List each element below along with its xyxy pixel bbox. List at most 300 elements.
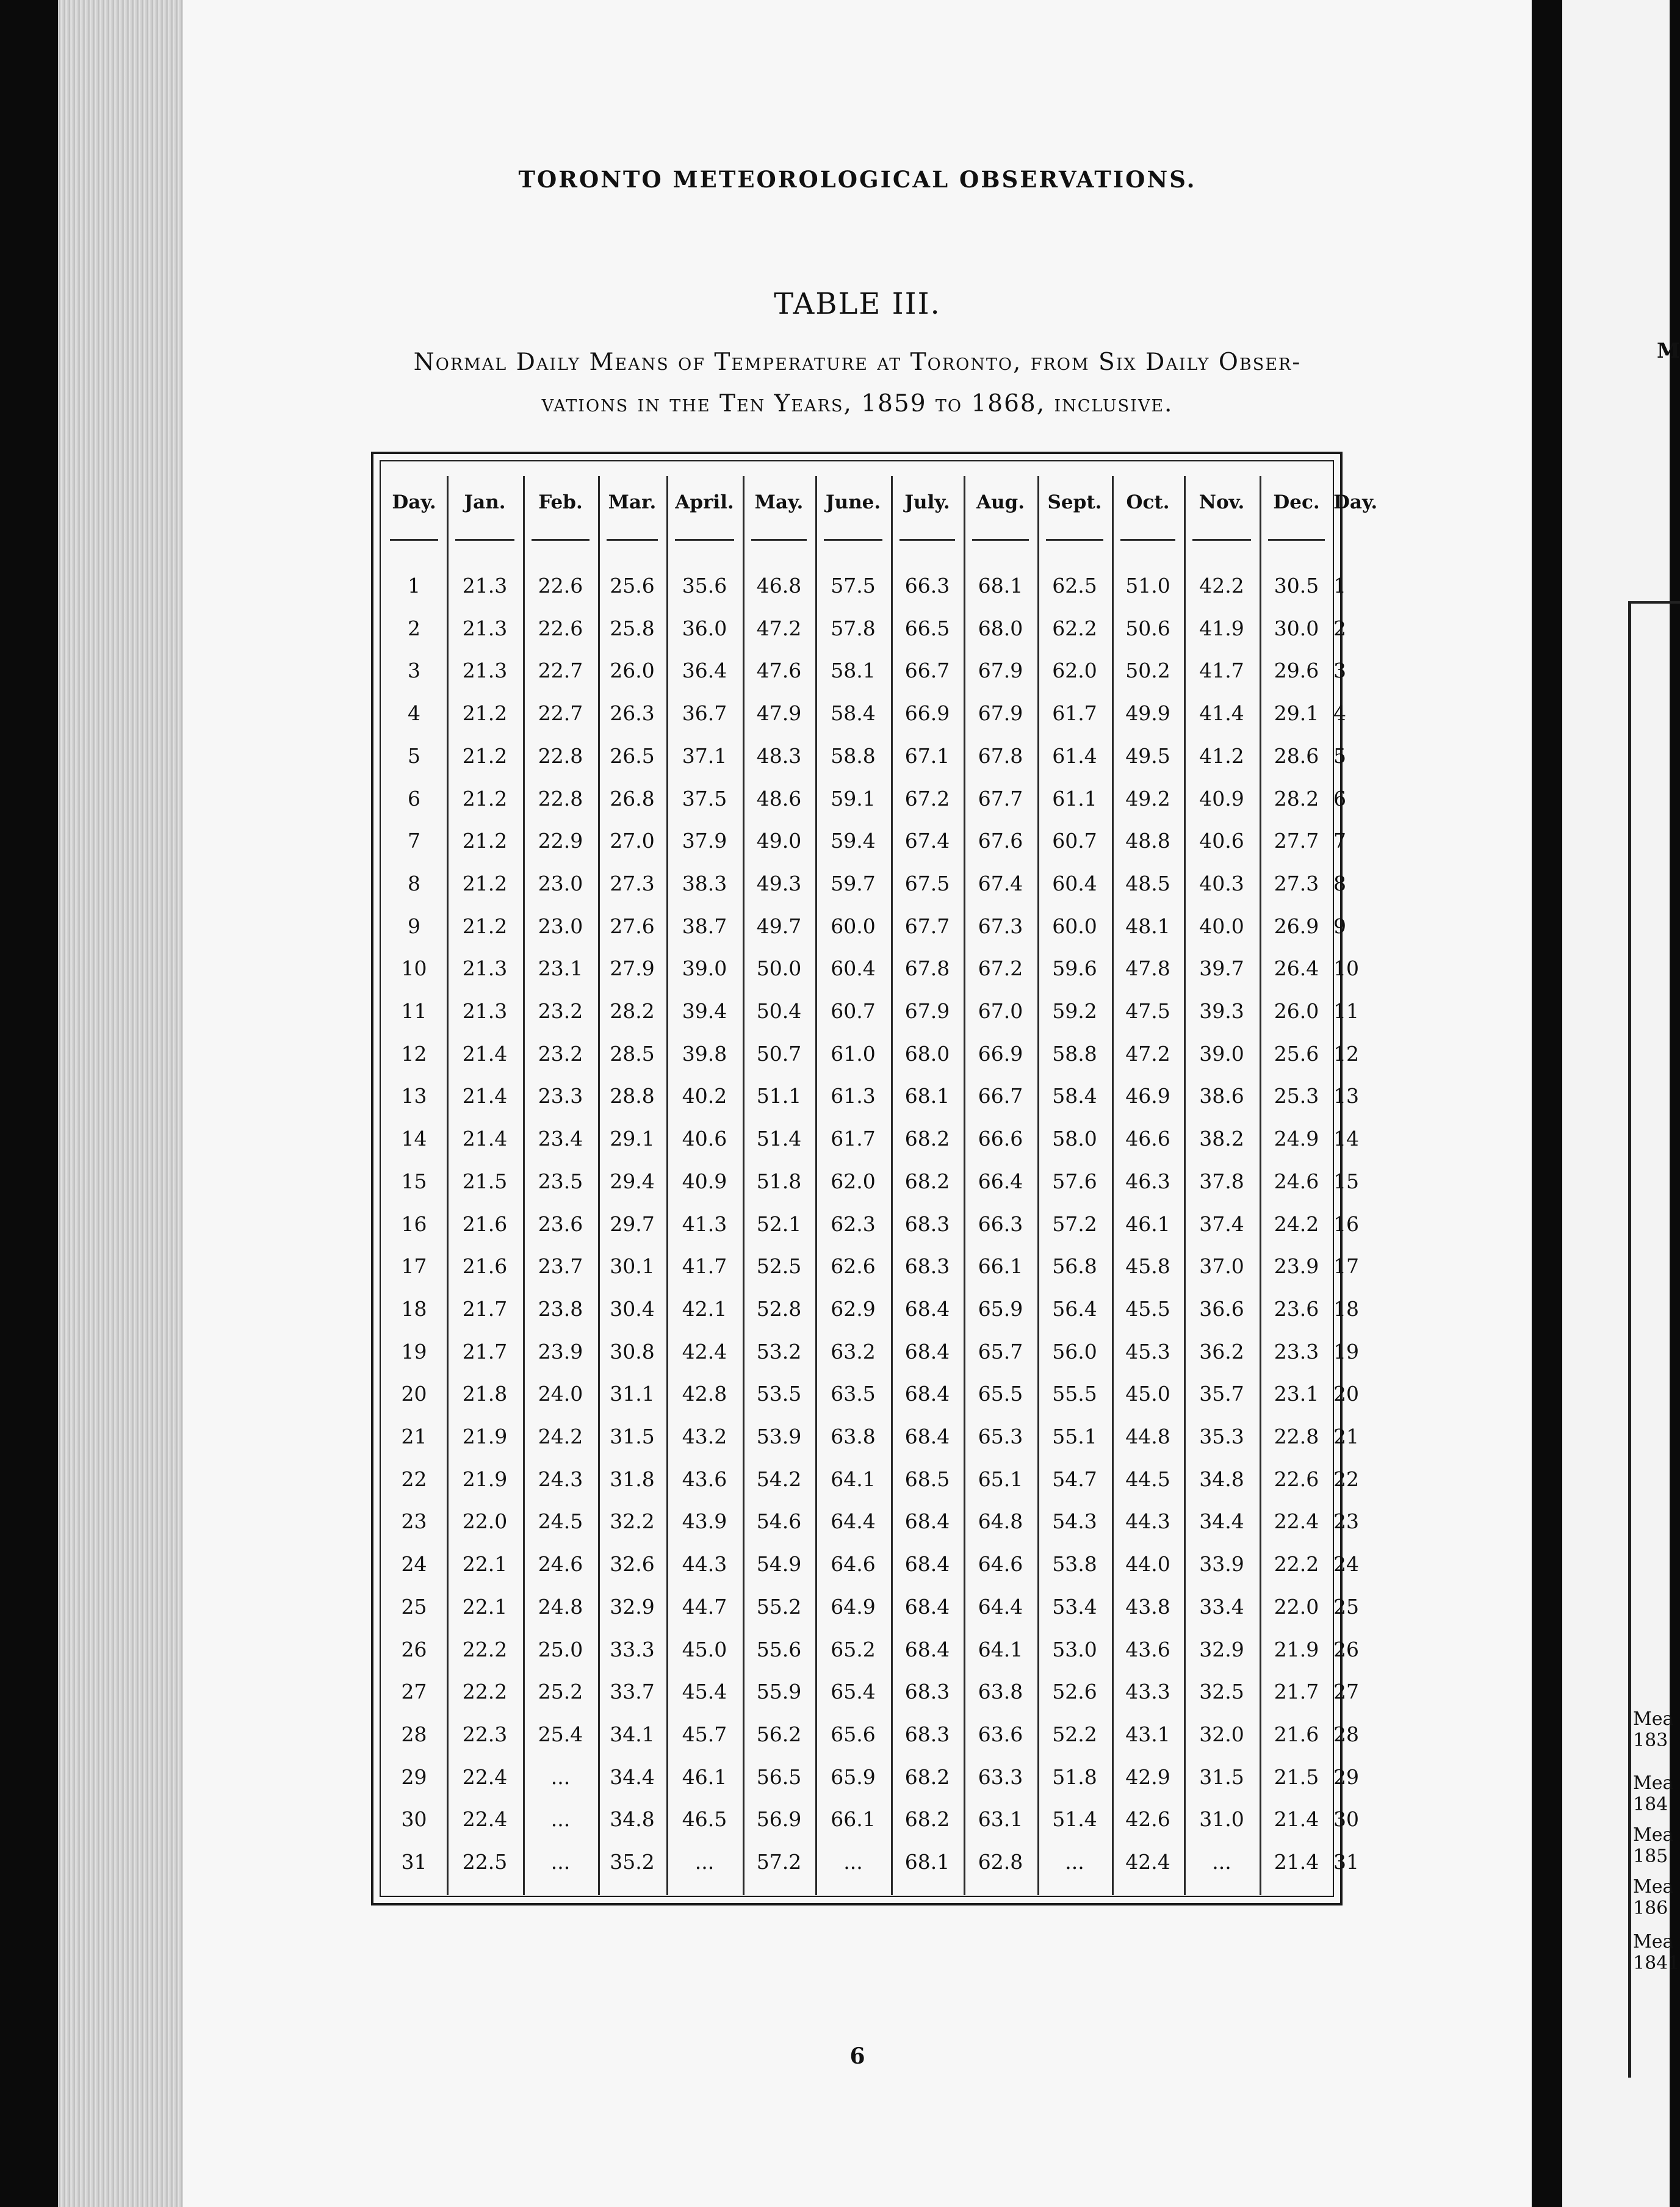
adjacent-page-header-fragment: M xyxy=(1657,339,1680,363)
temperature-cell: 31.1 xyxy=(610,1382,655,1406)
temperature-cell: 24.8 xyxy=(538,1595,583,1619)
temperature-cell: 58.8 xyxy=(831,744,876,768)
temperature-cell: 68.0 xyxy=(978,616,1023,640)
temperature-cell: 32.9 xyxy=(610,1595,655,1619)
temperature-cell: 58.4 xyxy=(1052,1084,1097,1108)
caption-line-2: vations in the Ten Years, 1859 to 1868, inclusive. xyxy=(541,390,1173,417)
temperature-cell: 38.3 xyxy=(682,872,727,895)
temperature-cell: 23.2 xyxy=(538,1042,583,1066)
header-underline xyxy=(1120,539,1175,541)
temperature-cell: 23.0 xyxy=(538,872,583,895)
temperature-cell: 59.7 xyxy=(831,872,876,895)
temperature-cell: 67.9 xyxy=(978,659,1023,682)
temperature-cell: 23.5 xyxy=(538,1169,583,1193)
column-header: Nov. xyxy=(1199,491,1245,513)
temperature-cell: 49.2 xyxy=(1125,787,1170,811)
temperature-cell: 36.2 xyxy=(1199,1340,1244,1364)
day-cell: 11 xyxy=(401,999,427,1023)
temperature-cell: 63.5 xyxy=(831,1382,876,1406)
temperature-cell: 62.8 xyxy=(978,1850,1023,1874)
temperature-cell: 60.4 xyxy=(831,956,876,980)
temperature-cell: 23.9 xyxy=(1274,1254,1319,1278)
day-cell: 27 xyxy=(401,1680,427,1703)
temperature-cell: 40.9 xyxy=(682,1169,727,1193)
temperature-cell: 67.1 xyxy=(904,744,950,768)
temperature-cell: 60.0 xyxy=(1052,914,1097,938)
temperature-cell: 66.1 xyxy=(831,1807,876,1831)
temperature-cell: 27.0 xyxy=(610,829,655,853)
day-cell: 10 xyxy=(1333,956,1359,980)
temperature-cell: 60.4 xyxy=(1052,872,1097,895)
day-cell: 9 xyxy=(408,914,420,938)
temperature-cell: 46.3 xyxy=(1125,1169,1170,1193)
temperature-cell: 67.8 xyxy=(978,744,1023,768)
temperature-cell: 21.3 xyxy=(462,659,508,682)
day-cell: 1 xyxy=(408,574,420,598)
temperature-cell: 67.3 xyxy=(978,914,1023,938)
temperature-cell: 67.9 xyxy=(904,999,950,1023)
temperature-cell: 37.9 xyxy=(682,829,727,853)
temperature-cell: 36.6 xyxy=(1199,1297,1244,1321)
temperature-cell: 27.7 xyxy=(1274,829,1319,853)
temperature-cell: ... xyxy=(550,1807,571,1831)
temperature-cell: 55.1 xyxy=(1052,1425,1097,1448)
temperature-cell: 68.4 xyxy=(904,1425,950,1448)
temperature-cell: 33.9 xyxy=(1199,1552,1244,1576)
temperature-cell: 68.3 xyxy=(904,1212,950,1236)
day-cell: 3 xyxy=(408,659,420,682)
temperature-cell: 21.4 xyxy=(462,1042,508,1066)
day-cell: 27 xyxy=(1333,1680,1359,1703)
temperature-cell: 53.0 xyxy=(1052,1638,1097,1661)
temperature-cell: 67.4 xyxy=(978,872,1023,895)
temperature-cell: 21.4 xyxy=(462,1127,508,1150)
temperature-cell: 43.8 xyxy=(1125,1595,1170,1619)
temperature-cell: 48.5 xyxy=(1125,872,1170,895)
temperature-cell: 41.7 xyxy=(1199,659,1244,682)
temperature-cell: 50.6 xyxy=(1125,616,1170,640)
adjacent-page-text-fragment: Mea xyxy=(1633,1708,1674,1730)
temperature-cell: 45.4 xyxy=(682,1680,727,1703)
column-header: June. xyxy=(825,491,881,513)
temperature-cell: 51.8 xyxy=(1052,1765,1097,1789)
temperature-cell: 50.4 xyxy=(756,999,802,1023)
temperature-cell: 64.1 xyxy=(978,1638,1023,1661)
temperature-cell: 49.7 xyxy=(756,914,802,938)
temperature-cell: 67.4 xyxy=(904,829,950,853)
temperature-cell: 50.0 xyxy=(756,956,802,980)
temperature-cell: 21.4 xyxy=(462,1084,508,1108)
temperature-cell: 43.9 xyxy=(682,1509,727,1533)
temperature-cell: 21.2 xyxy=(462,787,508,811)
day-cell: 21 xyxy=(401,1425,427,1448)
column-header: May. xyxy=(754,491,804,513)
temperature-cell: 66.4 xyxy=(978,1169,1023,1193)
temperature-cell: 25.2 xyxy=(538,1680,583,1703)
day-cell: 22 xyxy=(401,1467,427,1491)
day-cell: 24 xyxy=(401,1552,427,1576)
temperature-cell: 27.3 xyxy=(610,872,655,895)
temperature-cell: 32.5 xyxy=(1199,1680,1244,1703)
temperature-cell: 22.7 xyxy=(538,659,583,682)
temperature-cell: 27.6 xyxy=(610,914,655,938)
temperature-cell: 22.2 xyxy=(462,1680,508,1703)
temperature-cell: 49.3 xyxy=(756,872,802,895)
day-cell: 4 xyxy=(408,701,420,725)
temperature-cell: 36.4 xyxy=(682,659,727,682)
temperature-cell: 68.5 xyxy=(904,1467,950,1491)
temperature-cell: 37.8 xyxy=(1199,1169,1244,1193)
temperature-cell: 47.9 xyxy=(756,701,802,725)
adjacent-page-text-fragment: Mea xyxy=(1633,1931,1674,1952)
column-header: Dec. xyxy=(1273,491,1320,513)
temperature-cell: 21.5 xyxy=(462,1169,508,1193)
temperature-cell: 40.9 xyxy=(1199,787,1244,811)
header-underline xyxy=(675,539,734,541)
temperature-cell: ... xyxy=(843,1850,863,1874)
temperature-cell: 36.7 xyxy=(682,701,727,725)
temperature-cell: 59.2 xyxy=(1052,999,1097,1023)
temperature-cell: 45.0 xyxy=(682,1638,727,1661)
table-caption xyxy=(354,342,1361,425)
temperature-cell: 46.8 xyxy=(756,574,802,598)
day-cell: 4 xyxy=(1333,701,1346,725)
header-underline xyxy=(1192,539,1251,541)
temperature-cell: 48.6 xyxy=(756,787,802,811)
temperature-cell: 42.9 xyxy=(1125,1765,1170,1789)
temperature-cell: 54.6 xyxy=(756,1509,802,1533)
day-cell: 16 xyxy=(401,1212,427,1236)
temperature-cell: 27.3 xyxy=(1274,872,1319,895)
day-cell: 19 xyxy=(1333,1340,1359,1364)
adjacent-page xyxy=(1562,0,1680,2207)
day-cell: 7 xyxy=(1333,829,1346,853)
temperature-cell: 22.2 xyxy=(462,1638,508,1661)
header-underline xyxy=(455,539,514,541)
temperature-cell: 39.7 xyxy=(1199,956,1244,980)
temperature-cell: 68.3 xyxy=(904,1722,950,1746)
temperature-cell: 26.9 xyxy=(1274,914,1319,938)
day-cell: 31 xyxy=(1333,1850,1359,1874)
day-cell: 21 xyxy=(1333,1425,1359,1448)
day-cell: 28 xyxy=(401,1722,427,1746)
day-cell: 24 xyxy=(1333,1552,1359,1576)
temperature-cell: 45.8 xyxy=(1125,1254,1170,1278)
temperature-cell: 67.7 xyxy=(904,914,950,938)
temperature-cell: 61.1 xyxy=(1052,787,1097,811)
header-underline xyxy=(751,539,807,541)
temperature-cell: 63.6 xyxy=(978,1722,1023,1746)
temperature-cell: 60.7 xyxy=(1052,829,1097,853)
temperature-cell: ... xyxy=(1212,1850,1231,1874)
temperature-cell: 52.6 xyxy=(1052,1680,1097,1703)
day-cell: 2 xyxy=(1333,616,1346,640)
temperature-cell: 22.4 xyxy=(1274,1509,1319,1533)
temperature-cell: 48.1 xyxy=(1125,914,1170,938)
temperature-cell: 44.3 xyxy=(1125,1509,1170,1533)
temperature-cell: 25.6 xyxy=(1274,1042,1319,1066)
temperature-cell: 34.4 xyxy=(1199,1509,1244,1533)
header-underline xyxy=(1268,539,1325,541)
temperature-cell: 28.2 xyxy=(1274,787,1319,811)
temperature-cell: 22.0 xyxy=(462,1509,508,1533)
temperature-cell: 43.2 xyxy=(682,1425,727,1448)
temperature-cell: 56.0 xyxy=(1052,1340,1097,1364)
temperature-cell: 45.7 xyxy=(682,1722,727,1746)
temperature-cell: 57.2 xyxy=(1052,1212,1097,1236)
temperature-cell: 22.4 xyxy=(462,1765,508,1789)
temperature-cell: 65.7 xyxy=(978,1340,1023,1364)
temperature-cell: 57.2 xyxy=(756,1850,802,1874)
temperature-cell: 63.8 xyxy=(978,1680,1023,1703)
temperature-cell: 21.7 xyxy=(462,1297,508,1321)
temperature-cell: 63.2 xyxy=(831,1340,876,1364)
temperature-cell: 39.0 xyxy=(682,956,727,980)
temperature-cell: 37.0 xyxy=(1199,1254,1244,1278)
temperature-cell: 39.3 xyxy=(1199,999,1244,1023)
temperature-cell: 32.2 xyxy=(610,1509,655,1533)
day-cell: 16 xyxy=(1333,1212,1359,1236)
temperature-cell: 21.8 xyxy=(462,1382,508,1406)
temperature-cell: 64.1 xyxy=(831,1467,876,1491)
temperature-cell: 22.1 xyxy=(462,1552,508,1576)
day-cell: 8 xyxy=(408,872,420,895)
temperature-cell: 67.2 xyxy=(904,787,950,811)
temperature-cell: 52.5 xyxy=(756,1254,802,1278)
temperature-cell: 59.4 xyxy=(831,829,876,853)
temperature-cell: 43.3 xyxy=(1125,1680,1170,1703)
column-header: July. xyxy=(904,491,950,513)
book-page-edges xyxy=(58,0,183,2207)
temperature-cell: 56.4 xyxy=(1052,1297,1097,1321)
temperature-cell: 22.0 xyxy=(1274,1595,1319,1619)
day-cell: 30 xyxy=(401,1807,427,1831)
temperature-cell: 64.6 xyxy=(978,1552,1023,1576)
temperature-cell: 23.8 xyxy=(538,1297,583,1321)
temperature-cell: 39.0 xyxy=(1199,1042,1244,1066)
temperature-cell: 29.6 xyxy=(1274,659,1319,682)
temperature-cell: 65.9 xyxy=(978,1297,1023,1321)
temperature-cell: 47.2 xyxy=(756,616,802,640)
temperature-cell: 64.4 xyxy=(831,1509,876,1533)
temperature-cell: 42.2 xyxy=(1199,574,1244,598)
temperature-cell: 23.1 xyxy=(538,956,583,980)
temperature-cell: ... xyxy=(550,1850,571,1874)
temperature-cell: 40.3 xyxy=(1199,872,1244,895)
day-cell: 22 xyxy=(1333,1467,1359,1491)
temperature-cell: 23.4 xyxy=(538,1127,583,1150)
column-header: Day. xyxy=(392,491,436,513)
temperature-cell: 46.1 xyxy=(1125,1212,1170,1236)
temperature-cell: 46.1 xyxy=(682,1765,727,1789)
temperature-cell: 24.9 xyxy=(1274,1127,1319,1150)
temperature-cell: 68.1 xyxy=(904,1084,950,1108)
temperature-cell: 54.9 xyxy=(756,1552,802,1576)
temperature-cell: 50.2 xyxy=(1125,659,1170,682)
temperature-cell: 44.7 xyxy=(682,1595,727,1619)
temperature-cell: 57.6 xyxy=(1052,1169,1097,1193)
adjacent-page-text-fragment: Mea xyxy=(1633,1772,1674,1794)
temperature-cell: 25.3 xyxy=(1274,1084,1319,1108)
temperature-cell: 23.3 xyxy=(538,1084,583,1108)
temperature-cell: 58.1 xyxy=(831,659,876,682)
temperature-cell: 68.2 xyxy=(904,1169,950,1193)
temperature-cell: 58.4 xyxy=(831,701,876,725)
temperature-cell: 23.6 xyxy=(538,1212,583,1236)
temperature-cell: 65.3 xyxy=(978,1425,1023,1448)
temperature-cell: 65.9 xyxy=(831,1765,876,1789)
adjacent-page-text-fragment: 183 xyxy=(1633,1730,1668,1751)
temperature-cell: 22.8 xyxy=(538,744,583,768)
temperature-cell: 37.4 xyxy=(1199,1212,1244,1236)
temperature-cell: 21.7 xyxy=(462,1340,508,1364)
temperature-cell: 22.4 xyxy=(462,1807,508,1831)
temperature-cell: 45.0 xyxy=(1125,1382,1170,1406)
adjacent-page-text-fragment: 184 xyxy=(1633,1794,1668,1815)
temperature-cell: 55.9 xyxy=(756,1680,802,1703)
temperature-cell: 65.4 xyxy=(831,1680,876,1703)
temperature-cell: 57.8 xyxy=(831,616,876,640)
temperature-cell: 34.1 xyxy=(610,1722,655,1746)
temperature-cell: 26.5 xyxy=(610,744,655,768)
temperature-cell: 30.8 xyxy=(610,1340,655,1364)
temperature-cell: 23.7 xyxy=(538,1254,583,1278)
temperature-cell: 63.8 xyxy=(831,1425,876,1448)
temperature-cell: 23.0 xyxy=(538,914,583,938)
temperature-cell: 27.9 xyxy=(610,956,655,980)
temperature-cell: 29.4 xyxy=(610,1169,655,1193)
temperature-cell: 59.1 xyxy=(831,787,876,811)
temperature-cell: 40.6 xyxy=(682,1127,727,1150)
temperature-cell: 56.2 xyxy=(756,1722,802,1746)
temperature-cell: 66.7 xyxy=(978,1084,1023,1108)
temperature-cell: 68.4 xyxy=(904,1509,950,1533)
temperature-cell: 22.8 xyxy=(1274,1425,1319,1448)
temperature-cell: 40.0 xyxy=(1199,914,1244,938)
temperature-cell: 46.5 xyxy=(682,1807,727,1831)
temperature-cell: 40.6 xyxy=(1199,829,1244,853)
temperature-cell: 42.4 xyxy=(1125,1850,1170,1874)
temperature-cell: 68.4 xyxy=(904,1297,950,1321)
temperature-cell: 28.5 xyxy=(610,1042,655,1066)
temperature-cell: 51.0 xyxy=(1125,574,1170,598)
temperature-cell: 62.2 xyxy=(1052,616,1097,640)
day-cell: 28 xyxy=(1333,1722,1359,1746)
caption-line-1: Normal Daily Means of Temperature at Toronto, from Six Daily Obser- xyxy=(413,349,1302,376)
temperature-cell: 33.4 xyxy=(1199,1595,1244,1619)
temperature-cell: 38.7 xyxy=(682,914,727,938)
temperature-cell: 21.2 xyxy=(462,872,508,895)
temperature-cell: 34.8 xyxy=(1199,1467,1244,1491)
temperature-cell: 44.3 xyxy=(682,1552,727,1576)
temperature-cell: 32.0 xyxy=(1199,1722,1244,1746)
temperature-cell: 21.3 xyxy=(462,616,508,640)
temperature-cell: 61.4 xyxy=(1052,744,1097,768)
day-cell: 15 xyxy=(401,1169,427,1193)
temperature-cell: 49.5 xyxy=(1125,744,1170,768)
temperature-cell: 67.7 xyxy=(978,787,1023,811)
temperature-cell: 51.1 xyxy=(756,1084,802,1108)
day-cell: 15 xyxy=(1333,1169,1359,1193)
temperature-cell: 22.1 xyxy=(462,1595,508,1619)
temperature-cell: 21.9 xyxy=(462,1467,508,1491)
temperature-cell: 39.8 xyxy=(682,1042,727,1066)
temperature-cell: 33.7 xyxy=(610,1680,655,1703)
temperature-cell: 68.4 xyxy=(904,1552,950,1576)
day-cell: 12 xyxy=(1333,1042,1359,1066)
temperature-cell: 22.7 xyxy=(538,701,583,725)
temperature-cell: 41.4 xyxy=(1199,701,1244,725)
temperature-cell: 55.6 xyxy=(756,1638,802,1661)
temperature-cell: 56.9 xyxy=(756,1807,802,1831)
temperature-cell: 58.8 xyxy=(1052,1042,1097,1066)
temperature-cell: 21.6 xyxy=(462,1212,508,1236)
day-cell: 5 xyxy=(1333,744,1346,768)
temperature-cell: 32.6 xyxy=(610,1552,655,1576)
temperature-cell: 68.4 xyxy=(904,1340,950,1364)
temperature-cell: 24.6 xyxy=(538,1552,583,1576)
temperature-cell: 21.2 xyxy=(462,914,508,938)
day-cell: 9 xyxy=(1333,914,1346,938)
temperature-cell: 26.0 xyxy=(610,659,655,682)
temperature-cell: 41.7 xyxy=(682,1254,727,1278)
temperature-cell: 35.2 xyxy=(610,1850,655,1874)
temperature-cell: 65.5 xyxy=(978,1382,1023,1406)
temperature-cell: 22.6 xyxy=(538,616,583,640)
temperature-cell: 66.6 xyxy=(978,1127,1023,1150)
temperature-cell: 66.7 xyxy=(904,659,950,682)
temperature-cell: 67.6 xyxy=(978,829,1023,853)
temperature-cell: 37.5 xyxy=(682,787,727,811)
page-number: 6 xyxy=(849,2043,865,2069)
temperature-cell: 67.5 xyxy=(904,872,950,895)
day-cell: 20 xyxy=(401,1382,427,1406)
day-cell: 10 xyxy=(401,956,427,980)
day-cell: 20 xyxy=(1333,1382,1359,1406)
adjacent-page-text-fragment: Mea xyxy=(1633,1876,1674,1898)
temperature-cell: 25.8 xyxy=(610,616,655,640)
temperature-cell: 48.3 xyxy=(756,744,802,768)
day-cell: 17 xyxy=(401,1254,427,1278)
temperature-cell: 62.0 xyxy=(1052,659,1097,682)
temperature-cell: 21.4 xyxy=(1274,1807,1319,1831)
temperature-cell: 22.9 xyxy=(538,829,583,853)
temperature-cell: 28.8 xyxy=(610,1084,655,1108)
temperature-cell: 56.5 xyxy=(756,1765,802,1789)
temperature-cell: 66.9 xyxy=(978,1042,1023,1066)
temperature-cell: 68.4 xyxy=(904,1595,950,1619)
temperature-cell: ... xyxy=(550,1765,571,1789)
temperature-cell: 30.0 xyxy=(1274,616,1319,640)
temperature-cell: 68.0 xyxy=(904,1042,950,1066)
temperature-cell: 26.3 xyxy=(610,701,655,725)
temperature-cell: 45.5 xyxy=(1125,1297,1170,1321)
day-cell: 29 xyxy=(401,1765,427,1789)
temperature-cell: 44.8 xyxy=(1125,1425,1170,1448)
temperature-cell: 62.6 xyxy=(831,1254,876,1278)
temperature-cell: 68.4 xyxy=(904,1638,950,1661)
temperature-cell: 64.8 xyxy=(978,1509,1023,1533)
temperature-cell: 34.8 xyxy=(610,1807,655,1831)
temperature-cell: 63.3 xyxy=(978,1765,1023,1789)
temperature-cell: 25.6 xyxy=(610,574,655,598)
temperature-cell: 68.4 xyxy=(904,1382,950,1406)
temperature-cell: 50.7 xyxy=(756,1042,802,1066)
temperature-cell: 42.1 xyxy=(682,1297,727,1321)
temperature-cell: 47.6 xyxy=(756,659,802,682)
temperature-cell: 68.2 xyxy=(904,1127,950,1150)
temperature-cell: 66.5 xyxy=(904,616,950,640)
